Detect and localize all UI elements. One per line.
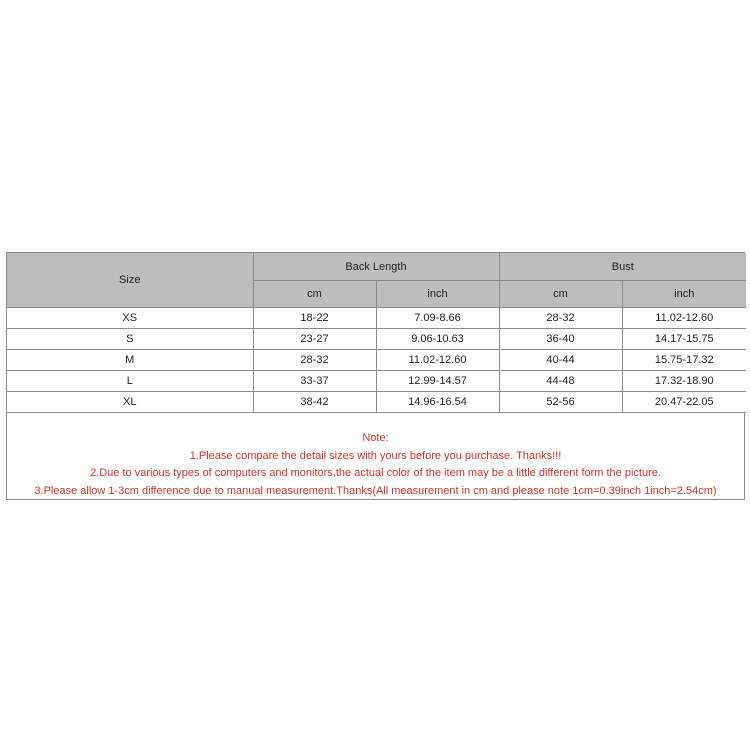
bust-header: Bust — [499, 253, 746, 281]
size-column-header: Size — [7, 253, 253, 308]
bust-cm-cell: 36-40 — [499, 329, 622, 350]
size-chart — [6, 252, 745, 500]
size-cell: M — [7, 350, 253, 371]
bust-inch-cell: 11.02-12.60 — [622, 308, 746, 329]
bust-inch-header: inch — [622, 281, 746, 308]
back-length-inch-cell: 7.09-8.66 — [376, 308, 499, 329]
back-length-cm-cell: 18-22 — [253, 308, 376, 329]
back-length-inch-cell: 9.06-10.63 — [376, 329, 499, 350]
note-line: 2.Due to various types of computers and monitors,the actual color of the item may be a little different form the picture. — [90, 467, 661, 479]
table-row — [7, 371, 746, 392]
size-table — [7, 253, 746, 413]
back-length-cm-cell: 38-42 — [253, 392, 376, 413]
back-length-cm-cell: 23-27 — [253, 329, 376, 350]
bust-cm-cell: 40-44 — [499, 350, 622, 371]
size-cell: XS — [7, 308, 253, 329]
table-header-row — [7, 253, 746, 281]
notes-section — [7, 413, 744, 500]
back-length-inch-cell: 12.99-14.57 — [376, 371, 499, 392]
back-length-header: Back Length — [253, 253, 499, 281]
bust-inch-cell: 14.17-15.75 — [622, 329, 746, 350]
table-row — [7, 308, 746, 329]
note-line: 3.Please allow 1-3cm difference due to manual measurement.Thanks(All measurement in cm and please note 1cm=0.39inch 1inch=2.54cm) — [34, 484, 717, 497]
bust-inch-cell: 20.47-22.05 — [622, 392, 746, 413]
bust-inch-cell: 15.75-17.32 — [622, 350, 746, 371]
table-row — [7, 350, 746, 371]
notes-title: Note: — [362, 432, 389, 444]
back-length-inch-cell: 11.02-12.60 — [376, 350, 499, 371]
bust-cm-cell: 52-56 — [499, 392, 622, 413]
back-length-inch-header: inch — [376, 281, 499, 308]
back-length-cm-cell: 28-32 — [253, 350, 376, 371]
bust-cm-cell: 28-32 — [499, 308, 622, 329]
size-cell: L — [7, 371, 253, 392]
size-cell: XL — [7, 392, 253, 413]
table-row — [7, 392, 746, 413]
size-cell: S — [7, 329, 253, 350]
back-length-cm-cell: 33-37 — [253, 371, 376, 392]
table-row — [7, 329, 746, 350]
bust-inch-cell: 17.32-18.90 — [622, 371, 746, 392]
bust-cm-header: cm — [499, 281, 622, 308]
bust-cm-cell: 44-48 — [499, 371, 622, 392]
back-length-cm-header: cm — [253, 281, 376, 308]
back-length-inch-cell: 14.96-16.54 — [376, 392, 499, 413]
note-line: 1.Please compare the detail sizes with yours before you purchase. Thanks!!! — [189, 449, 562, 462]
